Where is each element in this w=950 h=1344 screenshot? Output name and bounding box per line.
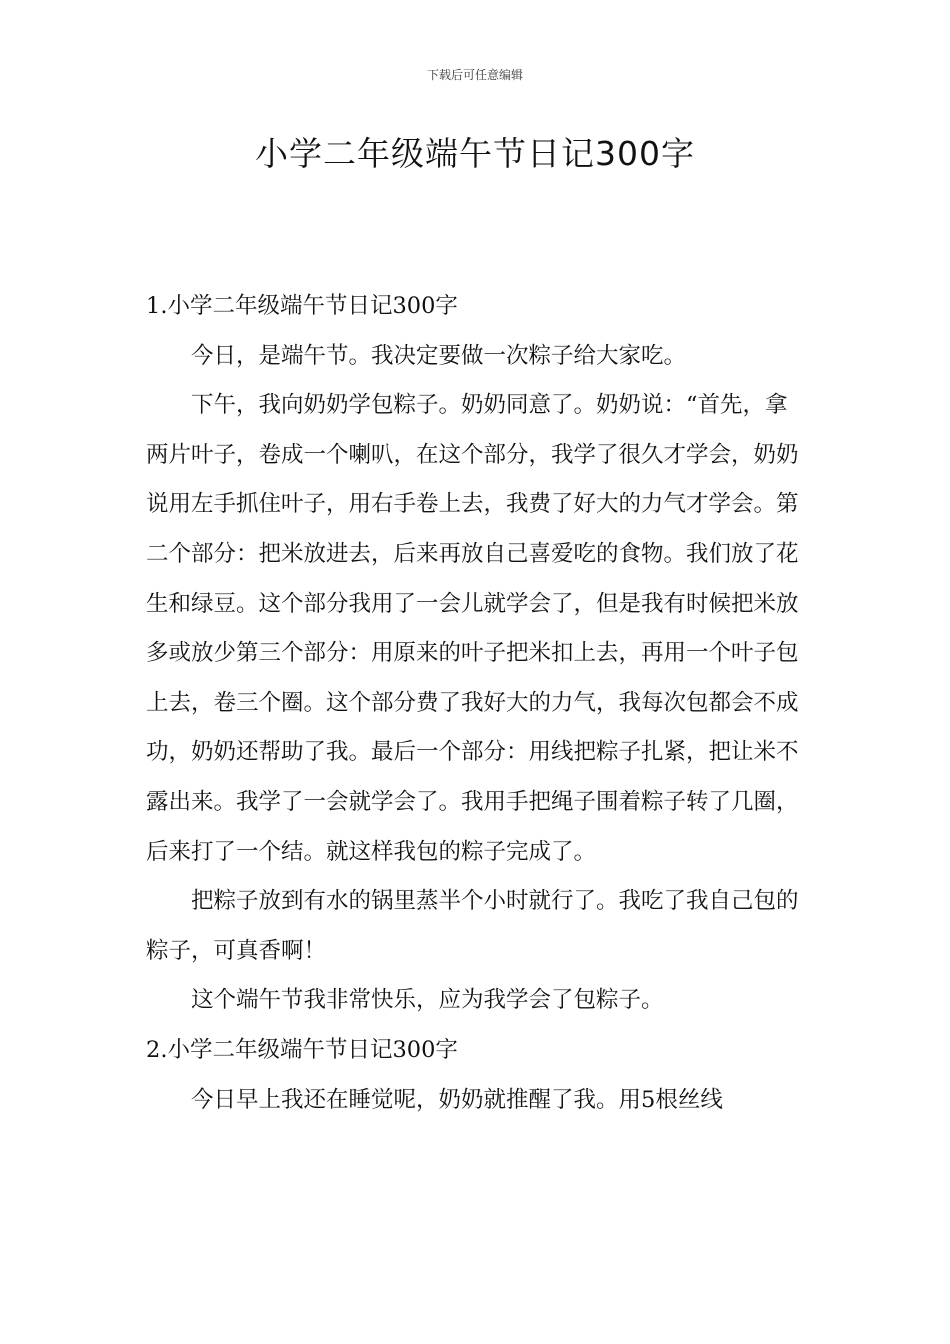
paragraph: 把粽子放到有水的锅里蒸半个小时就行了。我吃了我自己包的粽子，可真香啊！: [146, 888, 799, 964]
section-heading-1: 1.小学二年级端午节日记300字: [146, 293, 458, 319]
paragraph: 这个端午节我非常快乐，应为我学会了包粽子。: [191, 987, 664, 1014]
section-heading-2: 2.小学二年级端午节日记300字: [146, 1036, 458, 1063]
paragraph: 今日，是端午节。我决定要做一次粽子给大家吃。: [191, 342, 687, 369]
paragraph: 下午，我向奶奶学包粽子。奶奶同意了。奶奶说：“首先，拿两片叶子，卷成一个喇叭，在这个部分，我学了很久才学会，奶奶说用左手抓住叶子，用右手卷上去，我费了好大的力气才学会。第二个部分：把米放进去，后来再放自己喜爱吃的食物。我们放了花生和绿豆。这个部分我用了一会儿就学会了，但是我有时候把米放多或放少第三个部分：用原来的叶子把米扣上去，再用一个叶子包上去，卷三个圈。这个部分费了我好大的力气，我每次包都会不成功，奶奶还帮助了我。最后一个部分：用线把粽子扎紧，把让米不露出来。我学了一会就学会了。我用手把绳子围着粽子转了几圈，后来打了一个结。就这样我包的粽子完成了。: [146, 392, 799, 865]
document-body: [146, 282, 808, 1125]
paragraph: 今日早上我还在睡觉呢，奶奶就推醒了我。用5根丝线: [191, 1086, 723, 1113]
header-note: 下载后可任意编辑: [426, 68, 523, 82]
document-title: 小学二年级端午节日记300字: [255, 134, 695, 173]
